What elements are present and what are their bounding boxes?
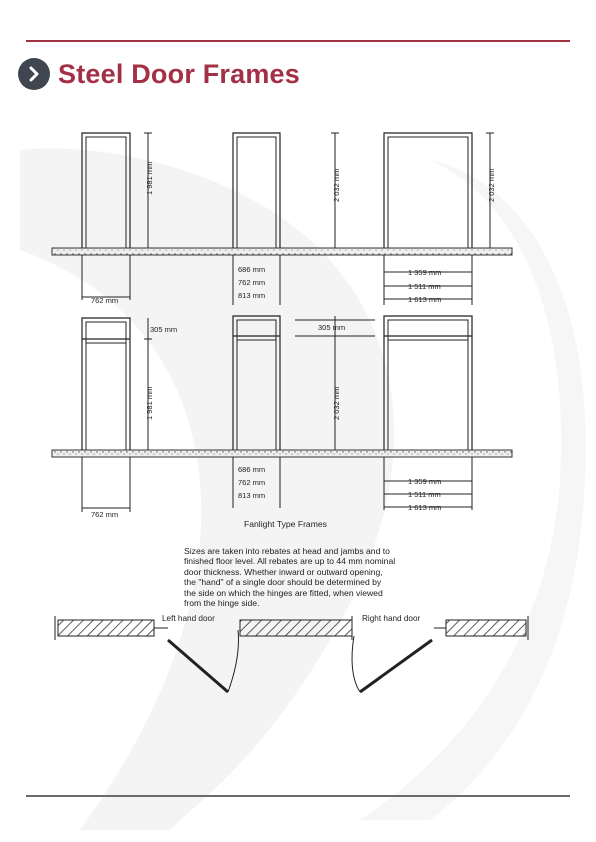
width-label: 1 511 mm bbox=[408, 282, 441, 291]
height-label: 2 032 mm bbox=[332, 386, 341, 420]
floor-line-row2 bbox=[52, 450, 512, 457]
height-label: 2 032 mm bbox=[332, 168, 341, 202]
fanlight-label: 305 mm bbox=[318, 323, 346, 332]
drawing-caption: Fanlight Type Frames bbox=[244, 519, 327, 529]
note-line: the side on which the hinges are fitted, when viewed bbox=[184, 587, 383, 598]
background-watermark-2 bbox=[360, 160, 586, 820]
height-label: 1 981 mm bbox=[145, 161, 154, 195]
left-hand-door-label: Left hand door bbox=[162, 614, 215, 623]
height-label: 2 032 mm bbox=[487, 168, 496, 202]
width-label: 1 359 mm bbox=[408, 268, 442, 277]
width-label: 686 mm bbox=[238, 265, 266, 274]
note-line: the "hand" of a single door should be determined by bbox=[184, 577, 382, 588]
bottom-rule bbox=[26, 795, 570, 797]
note-line: from the hinge side. bbox=[184, 598, 260, 609]
width-label: 1 613 mm bbox=[408, 503, 442, 512]
note-paragraph bbox=[184, 546, 424, 608]
fanlight-label: 305 mm bbox=[150, 325, 178, 334]
frame-single-fanlight-row2 bbox=[82, 318, 130, 450]
right-hand-door-label: Right hand door bbox=[362, 614, 421, 623]
width-label: 1 613 mm bbox=[408, 295, 442, 304]
width-label: 1 359 mm bbox=[408, 477, 442, 486]
note-line: finished floor level. All rebates are up to 44 mm nominal bbox=[184, 556, 396, 567]
width-label: 762 mm bbox=[91, 296, 119, 305]
width-label: 762 mm bbox=[238, 478, 266, 487]
width-label: 762 mm bbox=[91, 510, 119, 519]
page-title: Steel Door Frames bbox=[58, 58, 300, 89]
height-label: 1 981 mm bbox=[145, 386, 154, 420]
width-label: 686 mm bbox=[238, 465, 266, 474]
note-line: door thickness. Whether inward or outward opening, bbox=[184, 566, 383, 577]
width-label: 813 mm bbox=[238, 491, 266, 500]
note-line: Sizes are taken into rebates at head and jambs and to bbox=[184, 546, 390, 556]
floor-line-row1 bbox=[52, 248, 512, 255]
frame-double-fanlight-row2 bbox=[384, 316, 472, 450]
width-label: 813 mm bbox=[238, 291, 266, 300]
width-label: 1 511 mm bbox=[408, 490, 441, 499]
width-label: 762 mm bbox=[238, 278, 266, 287]
frame-double-row1 bbox=[384, 133, 472, 248]
